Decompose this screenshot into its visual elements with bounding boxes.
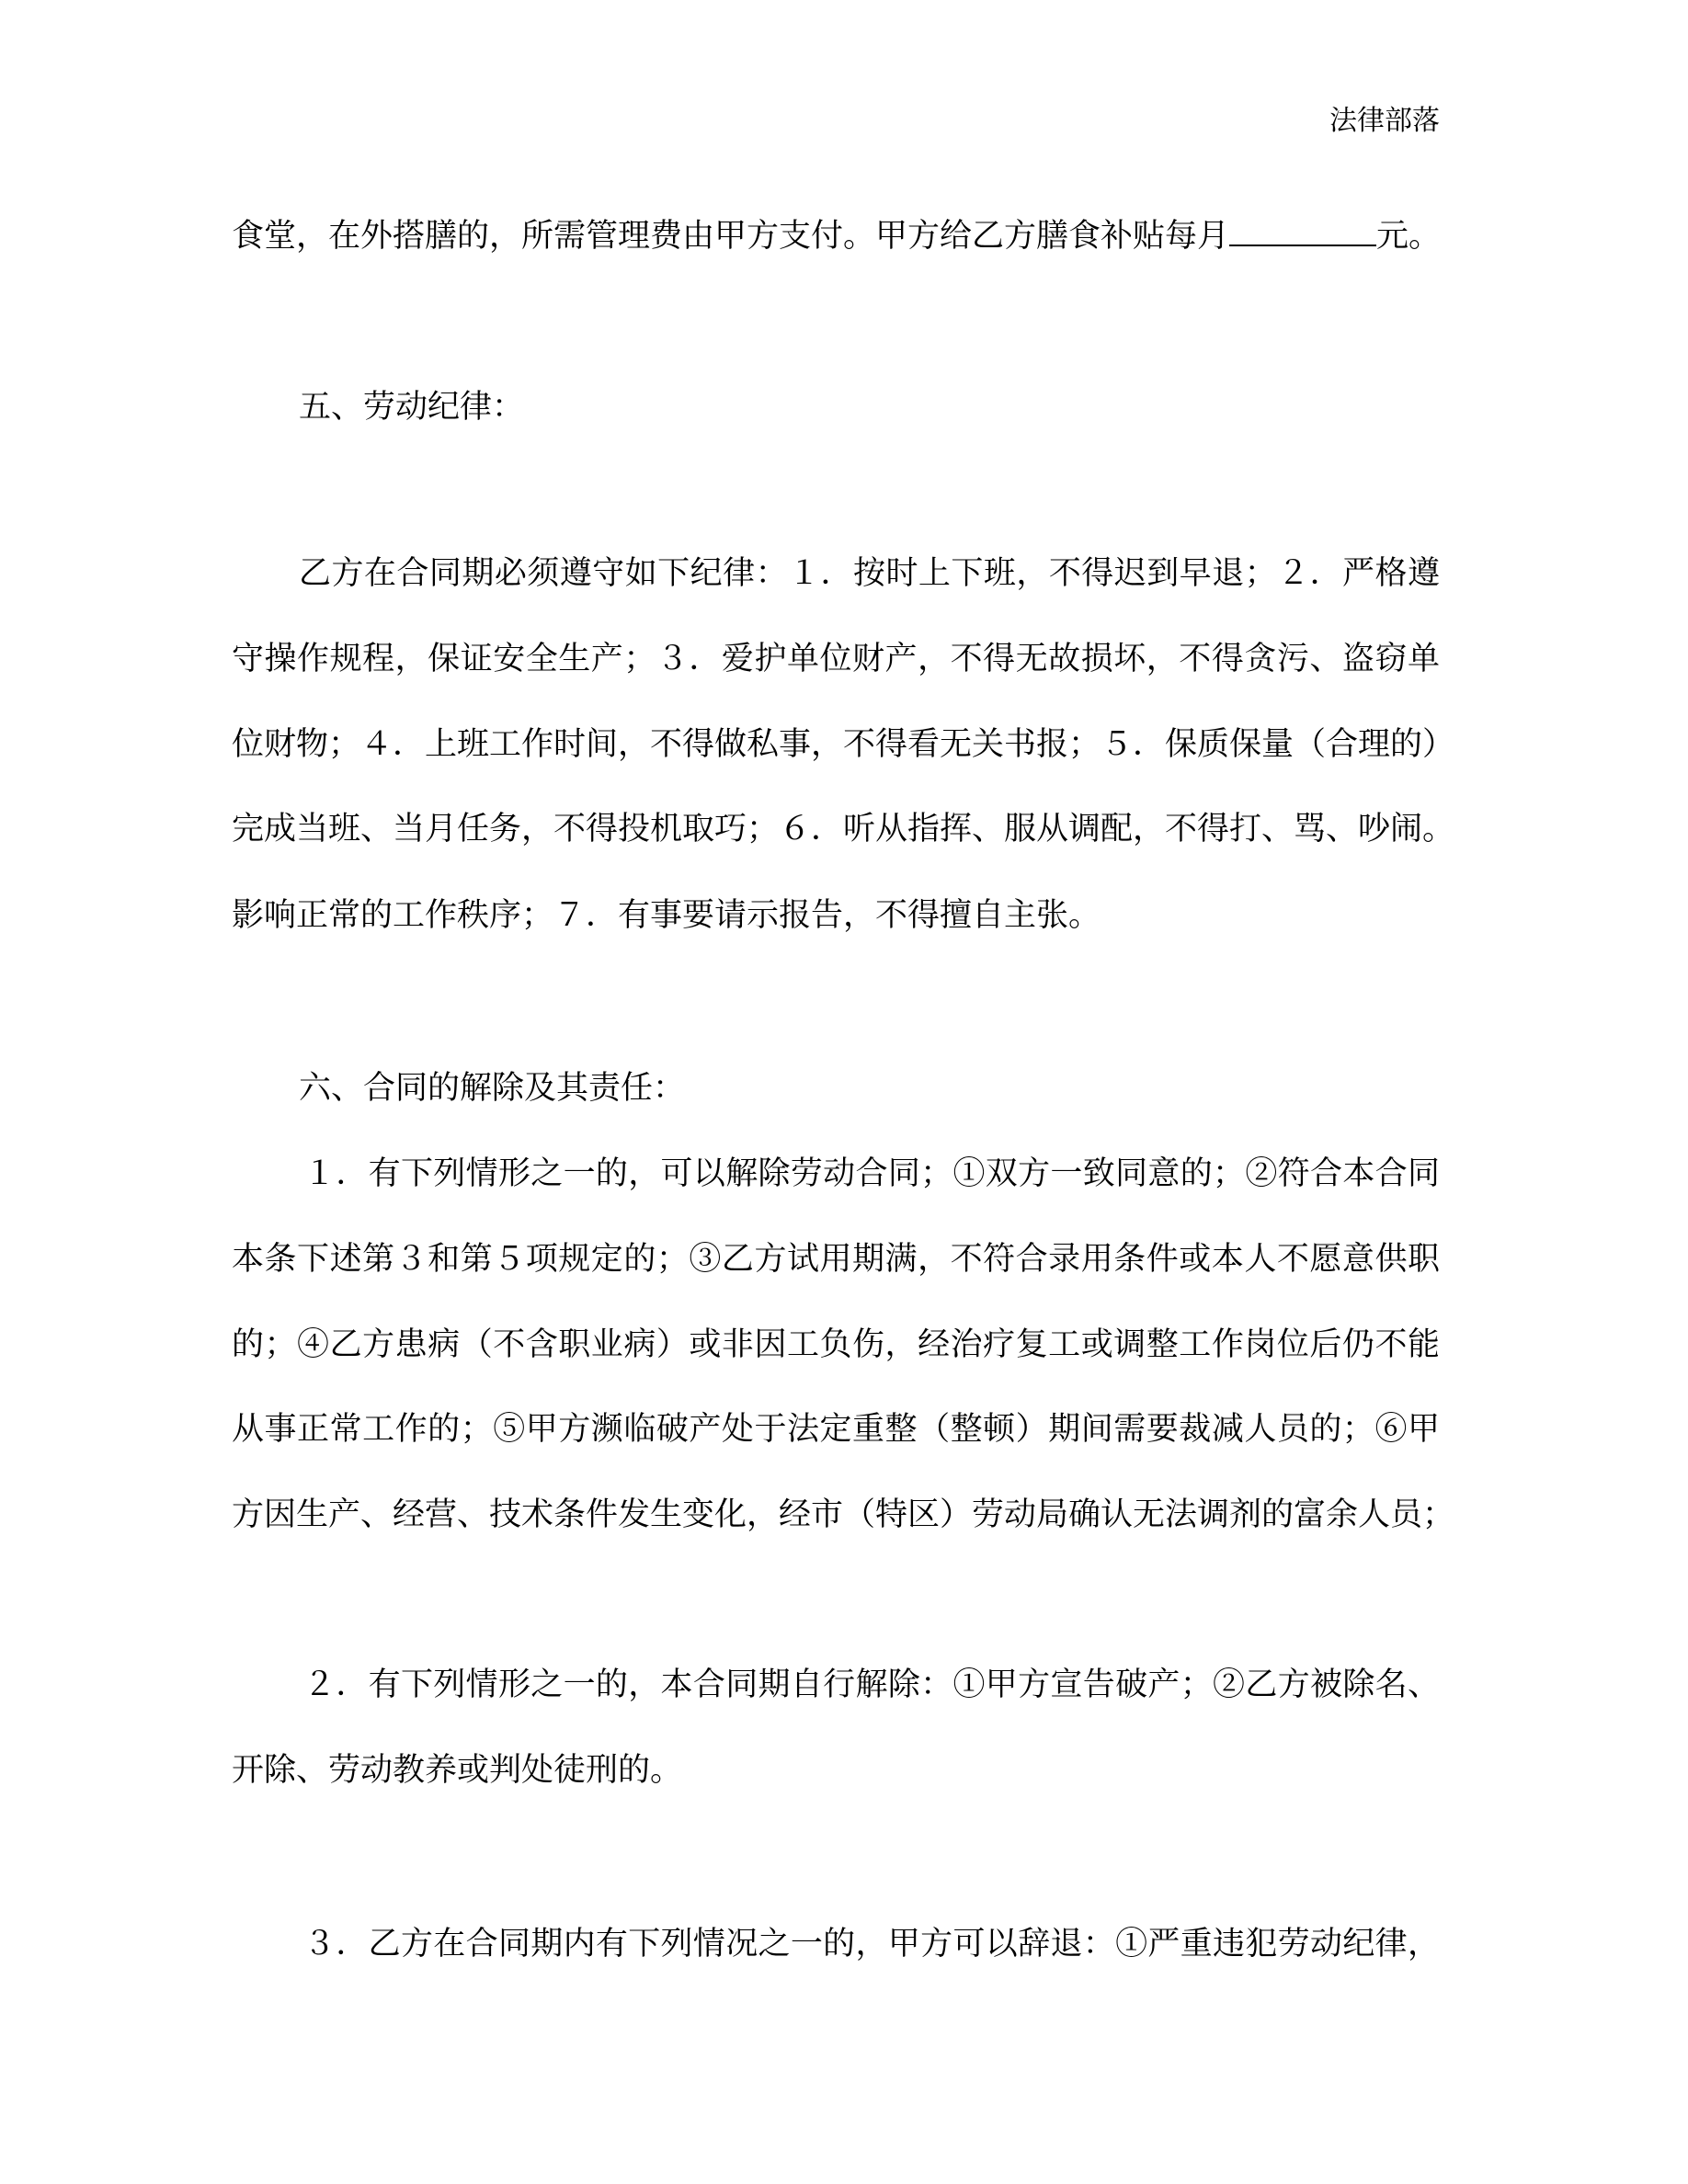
fill-in-blank	[1229, 217, 1376, 246]
text-line: １．有下列情形之一的，可以解除劳动合同；①双方一致同意的；②符合本合同	[303, 1155, 1440, 1192]
text-line: 方因生产、经营、技术条件发生变化，经市（特区）劳动局确认无法调剂的富余人员；	[232, 1496, 1455, 1533]
text-line: 影响正常的工作秩序；７．有事要请示报告，不得擅自主张。	[232, 897, 1101, 934]
text-line	[232, 216, 1440, 256]
section-heading: 六、合同的解除及其责任：	[299, 1070, 686, 1107]
text-line: 开除、劳动教养或判处徒刑的。	[232, 1752, 683, 1789]
text-line: 从事正常工作的；⑤甲方濒临破产处于法定重整（整顿）期间需要裁减人员的；⑥甲	[232, 1411, 1440, 1448]
text-line: 乙方在合同期必须遵守如下纪律：１．按时上下班，不得迟到早退；２．严格遵	[299, 555, 1440, 592]
text-line: ２．有下列情形之一的，本合同期自行解除：①甲方宣告破产；②乙方被除名、	[303, 1666, 1440, 1703]
text-line: ３．乙方在合同期内有下列情况之一的，甲方可以辞退：①严重违犯劳动纪律，	[303, 1926, 1440, 1962]
text-fragment: 食堂，在外搭膳的，所需管理费由甲方支付。甲方给乙方膳食补贴每月	[232, 218, 1230, 255]
text-line: 守操作规程，保证安全生产；３．爱护单位财产，不得无故损坏，不得贪污、盗窃单	[232, 641, 1440, 677]
text-line: 完成当班、当月任务，不得投机取巧；６．听从指挥、服从调配，不得打、骂、吵闹。	[232, 811, 1455, 847]
section-heading: 五、劳动纪律：	[299, 389, 525, 426]
text-line: 本条下述第３和第５项规定的；③乙方试用期满，不符合录用条件或本人不愿意供职	[232, 1241, 1440, 1278]
page-header: 法律部落	[1329, 105, 1440, 137]
text-line: 的；④乙方患病（不含职业病）或非因工负伤，经治疗复工或调整工作岗位后仍不能	[232, 1326, 1440, 1363]
text-fragment: 元。	[1376, 218, 1442, 255]
text-line: 位财物；４．上班工作时间，不得做私事，不得看无关书报；５．保质保量（合理的）	[232, 726, 1455, 763]
